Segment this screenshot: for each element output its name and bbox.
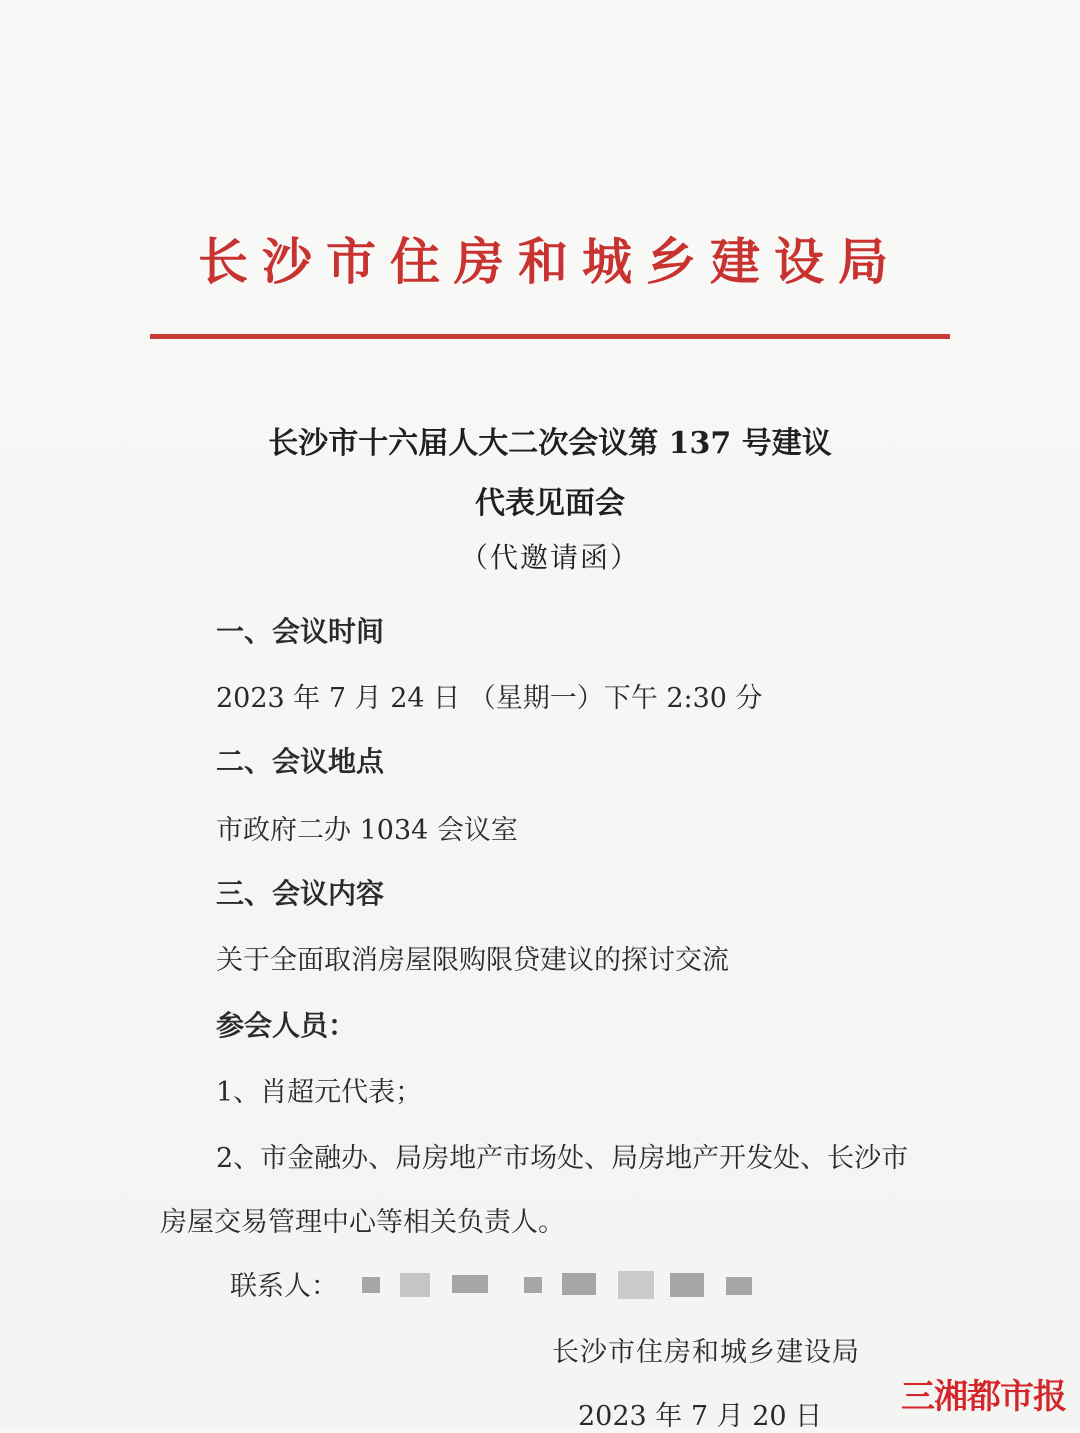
document-type-note: （代邀请函） [459, 541, 640, 574]
section-place-heading: 二、会议地点 [216, 745, 385, 778]
document-subtitle: 代表见面会 [475, 486, 625, 521]
section-content-heading: 三、会议内容 [216, 877, 385, 910]
watermark-logo: 三湘都市报 [901, 1377, 1066, 1417]
section-place-value: 市政府二办 1034 会议室 [216, 815, 518, 846]
letterhead-divider [150, 334, 950, 339]
contact-row [230, 1264, 768, 1303]
attendee-item-1: 1、肖超元代表； [216, 1077, 423, 1108]
section-content-value: 关于全面取消房屋限购限贷建议的探讨交流 [216, 945, 729, 976]
section-time-heading: 一、会议时间 [216, 615, 385, 648]
attendee-item-2-line1: 2、市金融办、局房地产市场处、局房地产开发处、长沙市 [216, 1143, 909, 1174]
section-time-value: 2023 年 7 月 24 日 （星期一）下午 2:30 分 [216, 683, 763, 714]
redacted-contact-info [348, 1269, 768, 1299]
signature-date: 2023 年 7 月 20 日 [578, 1401, 823, 1432]
contact-label: 联系人： [230, 1271, 338, 1302]
letterhead-org-name: 长沙市住房和城乡建设局 [198, 232, 902, 291]
section-attendees-heading: 参会人员： [216, 1009, 357, 1042]
attendee-item-2-line2: 房屋交易管理中心等相关负责人。 [160, 1207, 565, 1238]
document-title: 长沙市十六届人大二次会议第 137 号建议 [268, 426, 832, 461]
signature-org: 长沙市住房和城乡建设局 [552, 1337, 860, 1368]
